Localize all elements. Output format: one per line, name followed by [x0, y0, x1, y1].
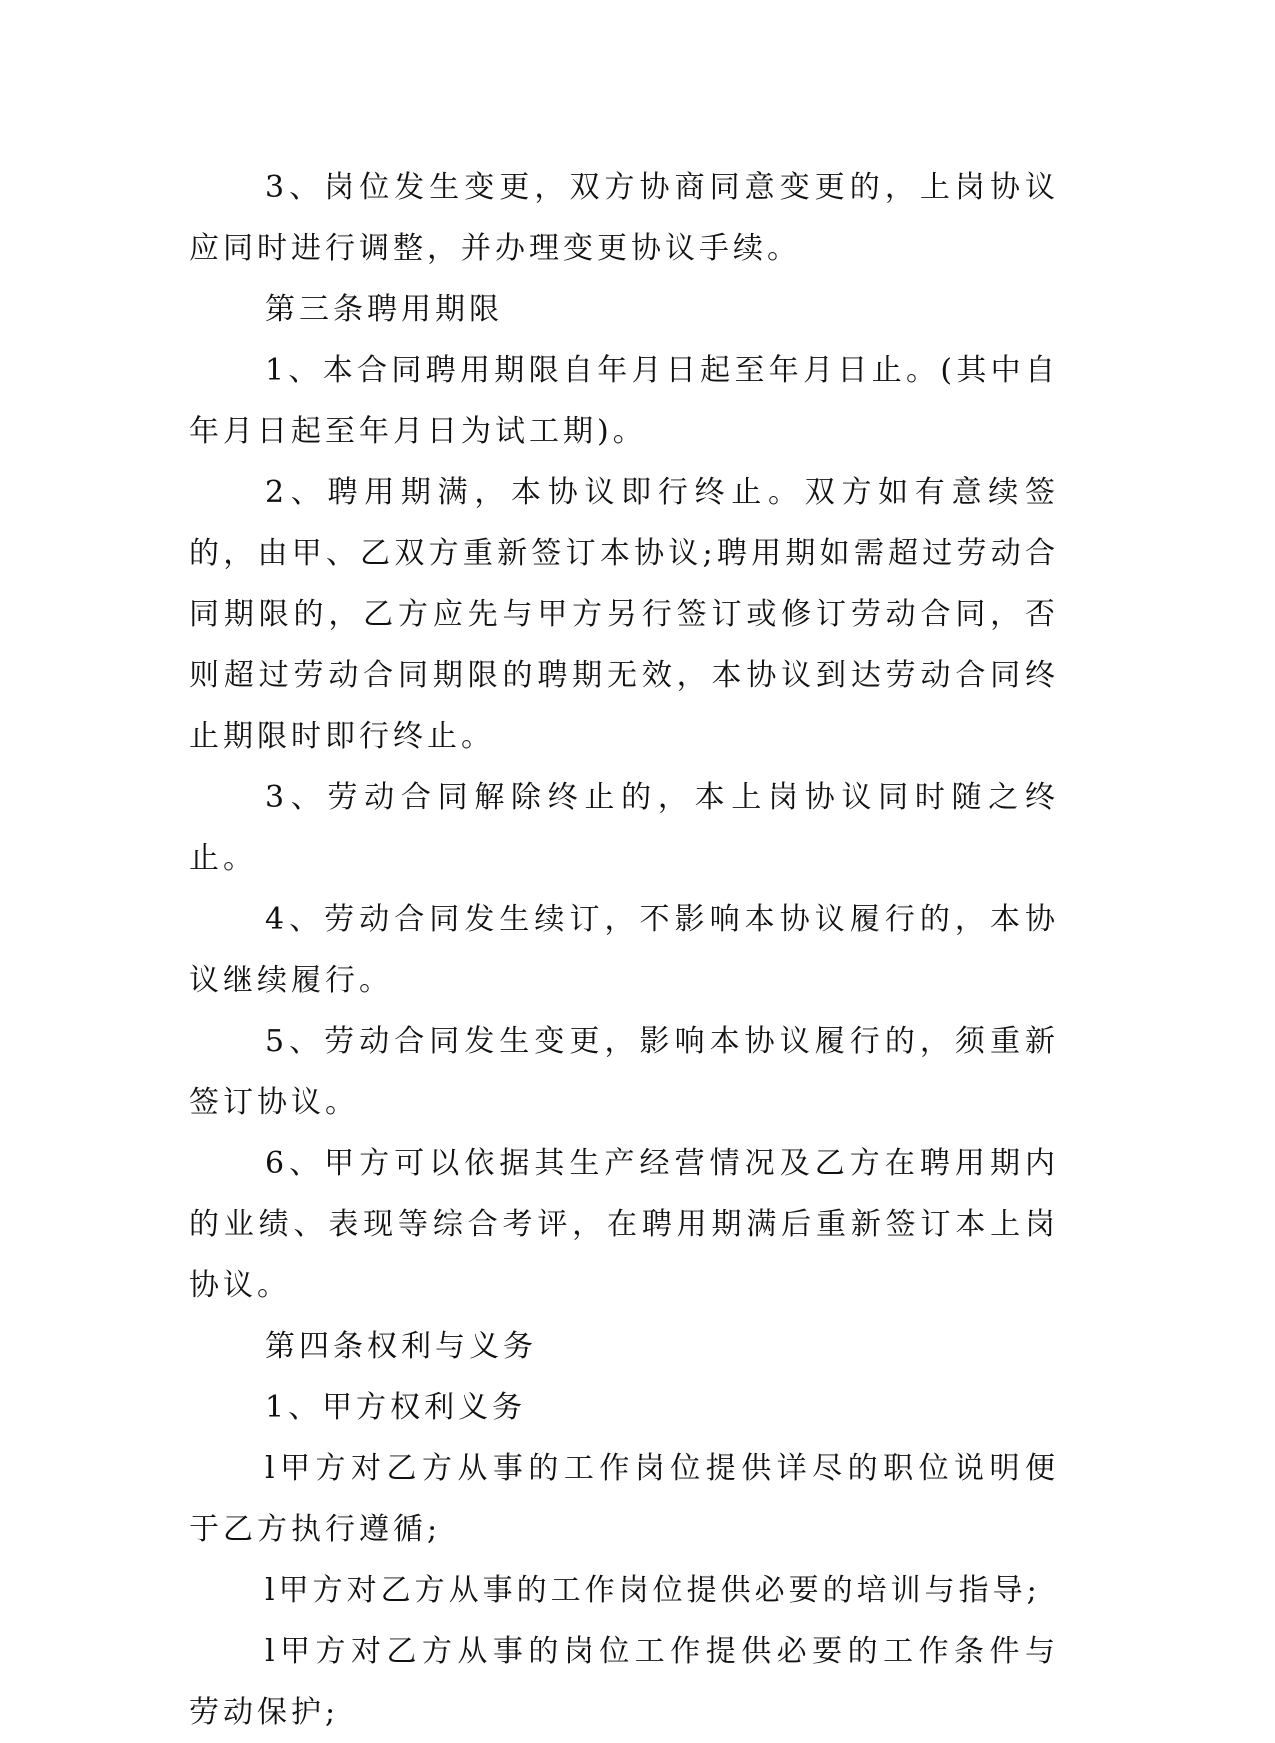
list-item-job-description: l甲方对乙方从事的工作岗位提供详尽的职位说明便于乙方执行遵循;: [189, 1451, 1059, 1547]
paragraph-clause-2-item-3: 3、岗位发生变更，双方协商同意变更的，上岗协议应同时进行调整，并办理变更协议手续。: [189, 170, 1059, 266]
paragraph-clause-3-item-2: 2、聘用期满，本协议即行终止。双方如有意续签的，由甲、乙双方重新签订本协议;聘用期如需超过劳动合同期限的，乙方应先与甲方另行签订或修订劳动合同，否则超过劳动合同期限的聘期无效，本协议到达劳动合同终止期限时即行终止。: [189, 475, 1059, 754]
heading-article-3: 第三条聘用期限: [265, 292, 503, 327]
heading-article-4: 第四条权利与义务: [265, 1329, 537, 1364]
paragraph-clause-3-item-5: 5、劳动合同发生变更，影响本协议履行的，须重新签订协议。: [189, 1024, 1059, 1120]
list-item-training: l甲方对乙方从事的工作岗位提供必要的培训与指导;: [265, 1573, 1041, 1608]
document-body: [189, 157, 1059, 1743]
list-item-working-conditions: l甲方对乙方从事的岗位工作提供必要的工作条件与劳动保护;: [189, 1634, 1059, 1730]
paragraph-clause-3-item-4: 4、劳动合同发生续订，不影响本协议履行的，本协议继续履行。: [189, 902, 1059, 998]
subheading-party-a-rights: 1、甲方权利义务: [265, 1390, 527, 1425]
paragraph-clause-3-item-3: 3、劳动合同解除终止的，本上岗协议同时随之终止。: [189, 780, 1059, 876]
paragraph-clause-3-item-1: 1、本合同聘用期限自年月日起至年月日止。(其中自年月日起至年月日为试工期)。: [189, 353, 1059, 449]
paragraph-clause-3-item-6: 6、甲方可以依据其生产经营情况及乙方在聘用期内的业绩、表现等综合考评，在聘用期满后重新签订本上岗协议。: [189, 1146, 1059, 1303]
